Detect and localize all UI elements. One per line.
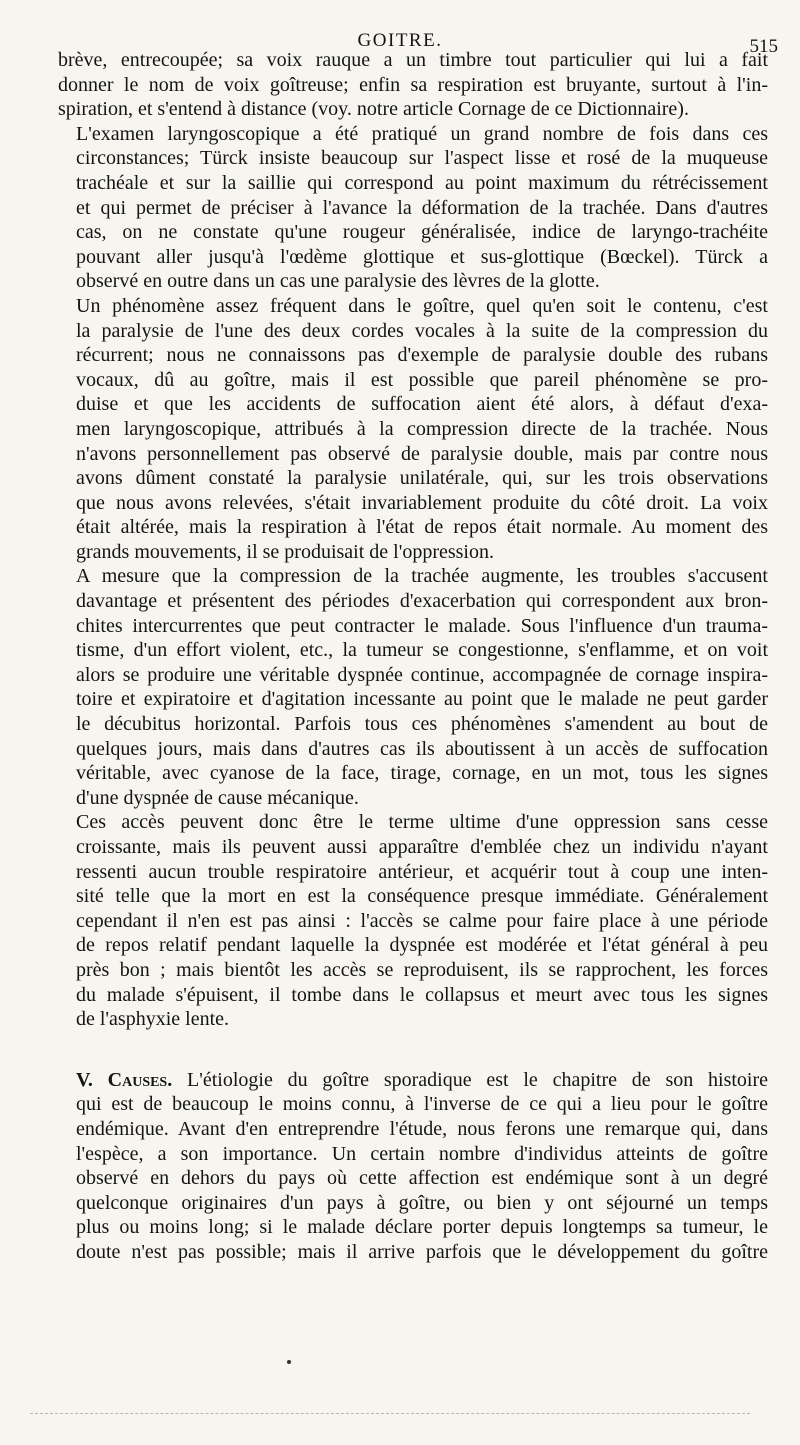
paragraph-laryngoscopy bbox=[58, 122, 768, 294]
text-line: qui est de beaucoup le moins connu, à l'inverse de ce qui a lieu pour le goître bbox=[76, 1093, 768, 1116]
text-line: était altérée, mais la respiration à l'état de repos était normale. Au moment des bbox=[76, 516, 768, 539]
text-line: ressenti aucun trouble respiratoire antérieur, et acquérir tout à coup une inten- bbox=[76, 860, 768, 883]
paragraph-compression bbox=[58, 564, 768, 810]
text-line: brève, entrecoupée; sa voix rauque a un timbre tout particulier qui lui a fait bbox=[58, 49, 768, 71]
text-line: chites intercurrentes que peut contracter le malade. Sous l'influence d'un trauma- bbox=[76, 614, 768, 637]
text-line: observé en outre dans un cas une paralysie des lèvres de la glotte. bbox=[76, 270, 600, 293]
text-line: du malade s'épuisent, il tombe dans le collapsus et meurt avec tous les signes bbox=[76, 983, 768, 1006]
text-line: croissante, mais ils peuvent aussi apparaître d'emblée chez un individu n'ayant bbox=[76, 836, 768, 858]
print-speck bbox=[287, 1360, 291, 1364]
text-line: la paralysie de l'une des deux cordes vocales à la suite de la compression du bbox=[76, 319, 768, 342]
paragraph-paralysis bbox=[58, 294, 768, 565]
text-line: le décubitus horizontal. Parfois tous ces phénomènes s'amendent au bout de bbox=[76, 713, 768, 736]
text-line: avons dûment constaté la paralysie unilatérale, qui, sur les trois observations bbox=[76, 467, 768, 490]
text-line: trachéale et sur la saillie qui correspond au point maximum du rétrécissement bbox=[76, 171, 768, 194]
text-line: plus ou moins long; si le malade déclare porter depuis longtemps sa tumeur, le bbox=[76, 1216, 768, 1239]
page-number: 515 bbox=[749, 36, 778, 57]
text-line: davantage et présentent des périodes d'exacerbation qui correspondent aux bron- bbox=[76, 590, 768, 613]
text-line: doute n'est pas possible; mais il arrive parfois que le développement du goître bbox=[76, 1240, 768, 1263]
text-line: circonstances; Türck insiste beaucoup sur l'aspect lisse et rosé de la muqueuse bbox=[76, 147, 768, 170]
text-line: de repos relatif pendant laquelle la dyspnée est modérée et l'état général à peu bbox=[76, 934, 768, 957]
text-line: et qui permet de préciser à l'avance la déformation de la trachée. Dans d'autres bbox=[76, 196, 768, 219]
text-line: récurrent; nous ne connaissons pas d'exemple de paralysie double des rubans bbox=[76, 344, 768, 367]
body-text bbox=[58, 48, 768, 1265]
text-line: grands mouvements, il se produisait de l'oppression. bbox=[76, 540, 494, 563]
text-line: toire et expiratoire et d'agitation incessante au point que le malade ne peut garder bbox=[76, 688, 768, 711]
text-line: quelques jours, mais dans d'autres cas ils aboutissent à un accès de suffocation bbox=[76, 737, 768, 760]
running-title: GOITRE. bbox=[357, 30, 443, 51]
text-line: men laryngoscopique, attribués à la compression directe de la trachée. Nous bbox=[76, 417, 768, 440]
text-line bbox=[58, 1068, 768, 1093]
text-line: cas, on ne constate qu'une rougeur généralisée, indice de laryngo-trachéite bbox=[76, 221, 768, 244]
text-line: Ces accès peuvent donc être le terme ultime d'une oppression sans cesse bbox=[76, 811, 768, 834]
text-line: véritable, avec cyanose de la face, tirage, cornage, en un mot, tous les signes bbox=[76, 762, 768, 785]
text-line: donner le nom de voix goîtreuse; enfin sa respiration est bruyante, surtout à l'in- bbox=[58, 73, 768, 96]
text-line: duise et que les accidents de suffocation aient été alors, à défaut d'exa- bbox=[76, 393, 768, 416]
text-line: observé en dehors du pays où cette affection est endémique sont à un degré bbox=[76, 1167, 768, 1190]
text-line: alors se produire une véritable dyspnée continue, accompagnée de cornage inspira- bbox=[76, 663, 768, 686]
text-line: spiration, et s'entend à distance (voy. notre article Cornage de ce Dictionnaire). bbox=[58, 98, 689, 121]
text-line: de l'asphyxie lente. bbox=[76, 1008, 229, 1031]
text-line: l'espèce, a son importance. Un certain nombre d'individus atteints de goître bbox=[76, 1142, 768, 1165]
footer-rule bbox=[30, 1413, 750, 1416]
text-line: près bon ; mais bientôt les accès se reproduisent, ils se rapprochent, les forces bbox=[76, 958, 768, 981]
text-line: Un phénomène assez fréquent dans le goître, quel qu'en soit le contenu, c'est bbox=[76, 294, 768, 317]
section-causes bbox=[58, 1068, 768, 1265]
text-line: d'une dyspnée de cause mécanique. bbox=[76, 786, 359, 809]
text-line: que nous avons relevées, s'était invariablement produite du côté droit. La voix bbox=[76, 491, 768, 514]
text-line: sité telle que la mort en est la conséquence presque immédiate. Généralement bbox=[76, 885, 768, 908]
text-line: tisme, d'un effort violent, etc., la tumeur se congestionne, s'enflamme, et on voit bbox=[76, 639, 768, 662]
text-line: L'examen laryngoscopique a été pratiqué un grand nombre de fois dans ces bbox=[76, 122, 768, 145]
text-line: pouvant aller jusqu'à l'œdème glottique et sus-glottique (Bœckel). Türck a bbox=[76, 245, 768, 268]
text-line: A mesure que la compression de la trachée augmente, les troubles s'accusent bbox=[76, 565, 768, 588]
paragraph-access bbox=[58, 810, 768, 1031]
paragraph-voice bbox=[58, 48, 768, 122]
section-first-line: L'étiologie du goître sporadique est le chapitre de son histoire bbox=[187, 1068, 768, 1091]
section-heading: V. Causes. bbox=[76, 1068, 173, 1091]
text-line: cependant il n'en est pas ainsi : l'accès se calme pour faire place à une période bbox=[76, 909, 768, 932]
text-line: n'avons personnellement pas observé de paralysie double, mais par contre nous bbox=[76, 442, 768, 465]
text-line: vocaux, dû au goître, mais il est possible que pareil phénomène se pro- bbox=[76, 368, 768, 391]
text-line: endémique. Avant d'en entreprendre l'étude, nous ferons une remarque qui, dans bbox=[76, 1117, 768, 1140]
text-line: quelconque originaires d'un pays à goître, ou bien y ont séjourné un temps bbox=[76, 1191, 768, 1214]
